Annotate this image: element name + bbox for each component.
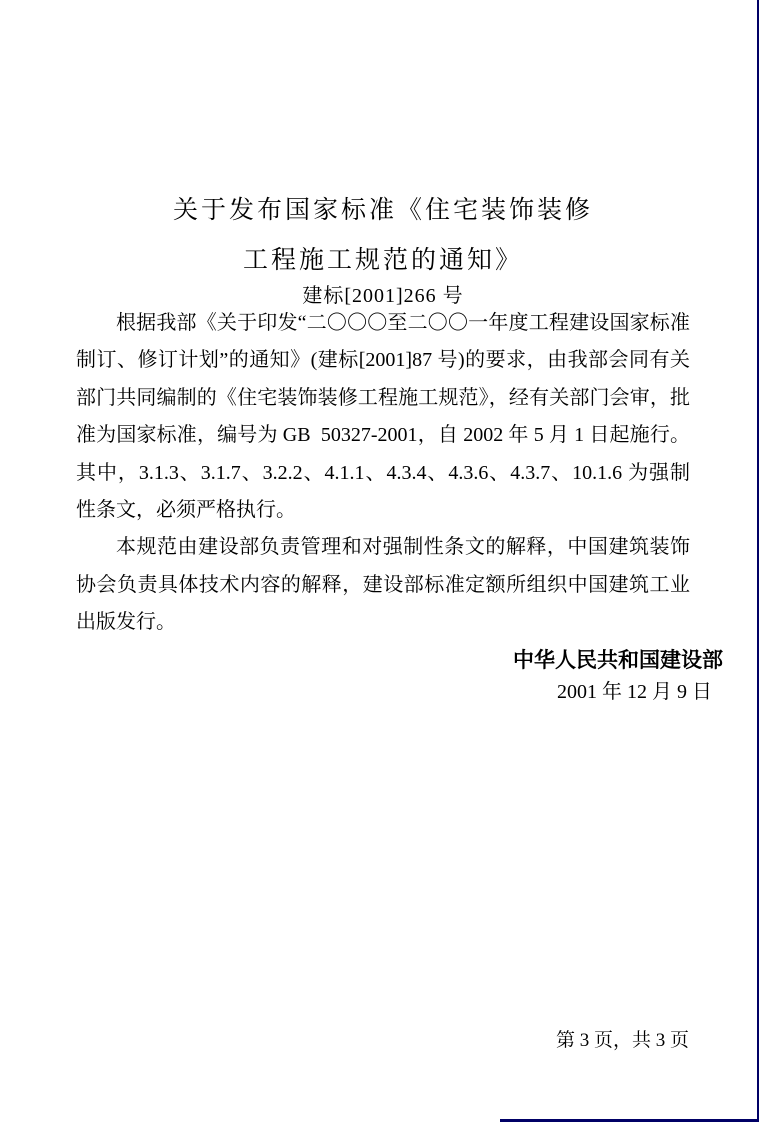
document-title xyxy=(76,186,690,286)
body-paragraph: 本规范由建设部负责管理和对强制性条文的解释，中国建筑装饰协会负责具体技术内容的解释，建设部标准定额所组织中国建筑工业出版发行。 xyxy=(76,536,690,634)
document-body xyxy=(76,305,690,642)
body-paragraph: 根据我部《关于印发“二〇〇〇至二〇〇一年度工程建设国家标准制订、修订计划”的通知》(建标[2001]87 号)的要求，由我部会同有关部门共同编制的《住宅装饰装修工程施工规范》，经有关部门会审，批准为国家标准，编号为 GB 50327-2001，自 2002 年 5 月 1 日起施行。其中，3.1.3、3.1.7、3.2.2、4.1.1、4.3.4、4.3.6、4.3.7、10.1.6 为强制性条文，必须严格执行。 xyxy=(76,312,690,522)
page-footer: 第 3 页，共 3 页 xyxy=(555,1030,689,1051)
signature-line: 中华人民共和国建设部 xyxy=(513,649,723,672)
doc-number: 建标[2001]266 号 xyxy=(302,285,464,307)
title-line-2: 工程施工规范的通知》 xyxy=(242,247,523,274)
title-line-1: 关于发布国家标准《住宅装饰装修 xyxy=(172,197,593,224)
signature-date: 2001 年 12 月 9 日 xyxy=(557,681,712,703)
